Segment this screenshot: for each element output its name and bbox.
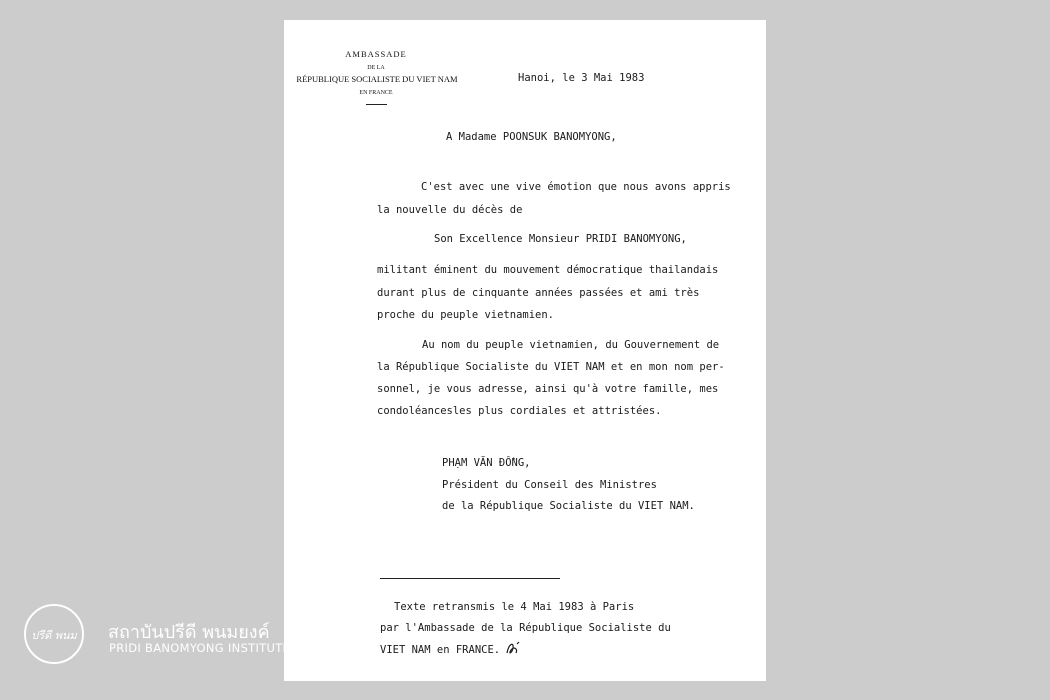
- footnote-line-3: VIET NAM en FRANCE.: [380, 644, 501, 656]
- letterhead-republic: RÉPUBLIQUE SOCIALISTE DU VIET NAM: [296, 74, 458, 84]
- paragraph-1-line-2: la nouvelle du décès de: [377, 204, 523, 216]
- paragraph-3-line-4: condoléancesles plus cordiales et attristées.: [377, 405, 662, 417]
- footnote-rule: [380, 578, 560, 579]
- paragraph-3-line-1: Au nom du peuple vietnamien, du Gouvernement de: [422, 339, 720, 351]
- letterhead-en-france: EN FRANCE: [359, 90, 393, 96]
- paragraph-3-line-3: sonnel, je vous adresse, ainsi qu'à votre famille, mes: [377, 383, 719, 395]
- letterhead-rule: [366, 104, 387, 105]
- paragraph-2-line-3: proche du peuple vietnamien.: [377, 309, 555, 321]
- institute-logo-text: ปรีดี พนม: [31, 629, 77, 642]
- letterhead-ambassade: AMBASSADE: [345, 49, 407, 59]
- letterhead-de-la: DE LA: [367, 65, 385, 71]
- signature-name: PHẠM VĂN ĐỒNG,: [442, 457, 531, 469]
- footnote-line-2: par l'Ambassade de la République Socialiste du: [380, 622, 671, 634]
- signature-title-2: de la République Socialiste du VIET NAM.: [442, 500, 695, 512]
- handwritten-initials: [503, 639, 523, 659]
- paragraph-1-line-1: C'est avec une vive émotion que nous avons appris: [421, 181, 731, 193]
- letter-page: [284, 20, 766, 681]
- paragraph-2-line-1: militant éminent du mouvement démocratique thailandais: [377, 264, 719, 276]
- institute-logo: [24, 604, 84, 664]
- footnote-line-1: Texte retransmis le 4 Mai 1983 à Paris: [394, 601, 635, 613]
- salutation: A Madame POONSUK BANOMYONG,: [446, 131, 617, 143]
- paragraph-2-line-2: durant plus de cinquante années passées et ami très: [377, 287, 700, 299]
- honoree-line: Son Excellence Monsieur PRIDI BANOMYONG,: [434, 233, 687, 245]
- signature-title-1: Président du Conseil des Ministres: [442, 479, 657, 491]
- institute-name-thai: สถาบันปรีดี พนมยงค์: [108, 622, 270, 643]
- date-line: Hanoi, le 3 Mai 1983: [518, 72, 645, 84]
- paragraph-3-line-2: la République Socialiste du VIET NAM et en mon nom per-: [377, 361, 725, 373]
- institute-name-english: PRIDI BANOMYONG INSTITUTE: [109, 641, 291, 655]
